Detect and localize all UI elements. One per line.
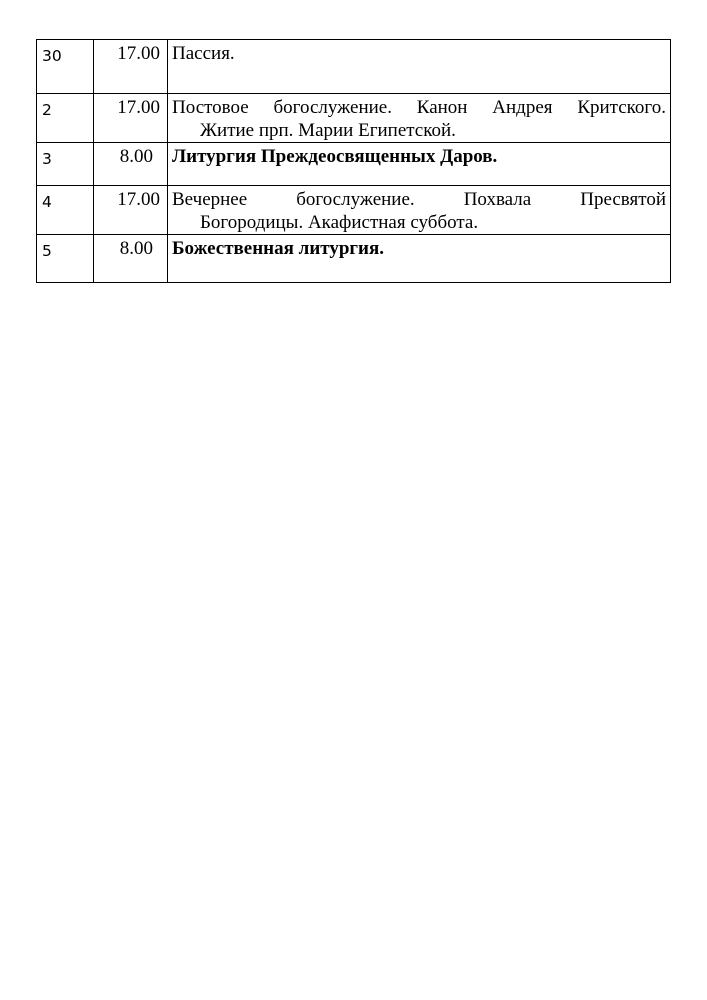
- service-line: Божественная литургия.: [172, 238, 385, 259]
- day-cell: 5: [37, 235, 94, 283]
- service-description: [168, 186, 671, 235]
- service-line: Постовое богослужение. Канон Андрея Критского.: [172, 97, 666, 118]
- service-line: Литургия Преждеосвященных Даров.: [172, 146, 498, 167]
- time-cell: 17.00: [94, 40, 168, 94]
- service-line: Пассия.: [172, 43, 235, 64]
- table-row: [37, 235, 671, 283]
- table-row: [37, 186, 671, 235]
- service-description: [168, 94, 671, 143]
- service-line: Вечернее богослужение. Похвала Пресвятой: [172, 189, 666, 210]
- day-cell: 30: [37, 40, 94, 94]
- service-description: [168, 143, 671, 186]
- day-cell: 3: [37, 143, 94, 186]
- service-line-continued: Богородицы. Акафистная суббота.: [200, 211, 479, 233]
- service-description: [168, 40, 671, 94]
- time-cell: 17.00: [94, 186, 168, 235]
- service-line-continued: Житие прп. Марии Египетской.: [200, 119, 456, 141]
- table-row: [37, 94, 671, 143]
- schedule-table: [36, 39, 671, 283]
- time-cell: 8.00: [94, 235, 168, 283]
- service-description: [168, 235, 671, 283]
- time-cell: 8.00: [94, 143, 168, 186]
- day-cell: 4: [37, 186, 94, 235]
- table-row: [37, 40, 671, 94]
- table-row: [37, 143, 671, 186]
- time-cell: 17.00: [94, 94, 168, 143]
- day-cell: 2: [37, 94, 94, 143]
